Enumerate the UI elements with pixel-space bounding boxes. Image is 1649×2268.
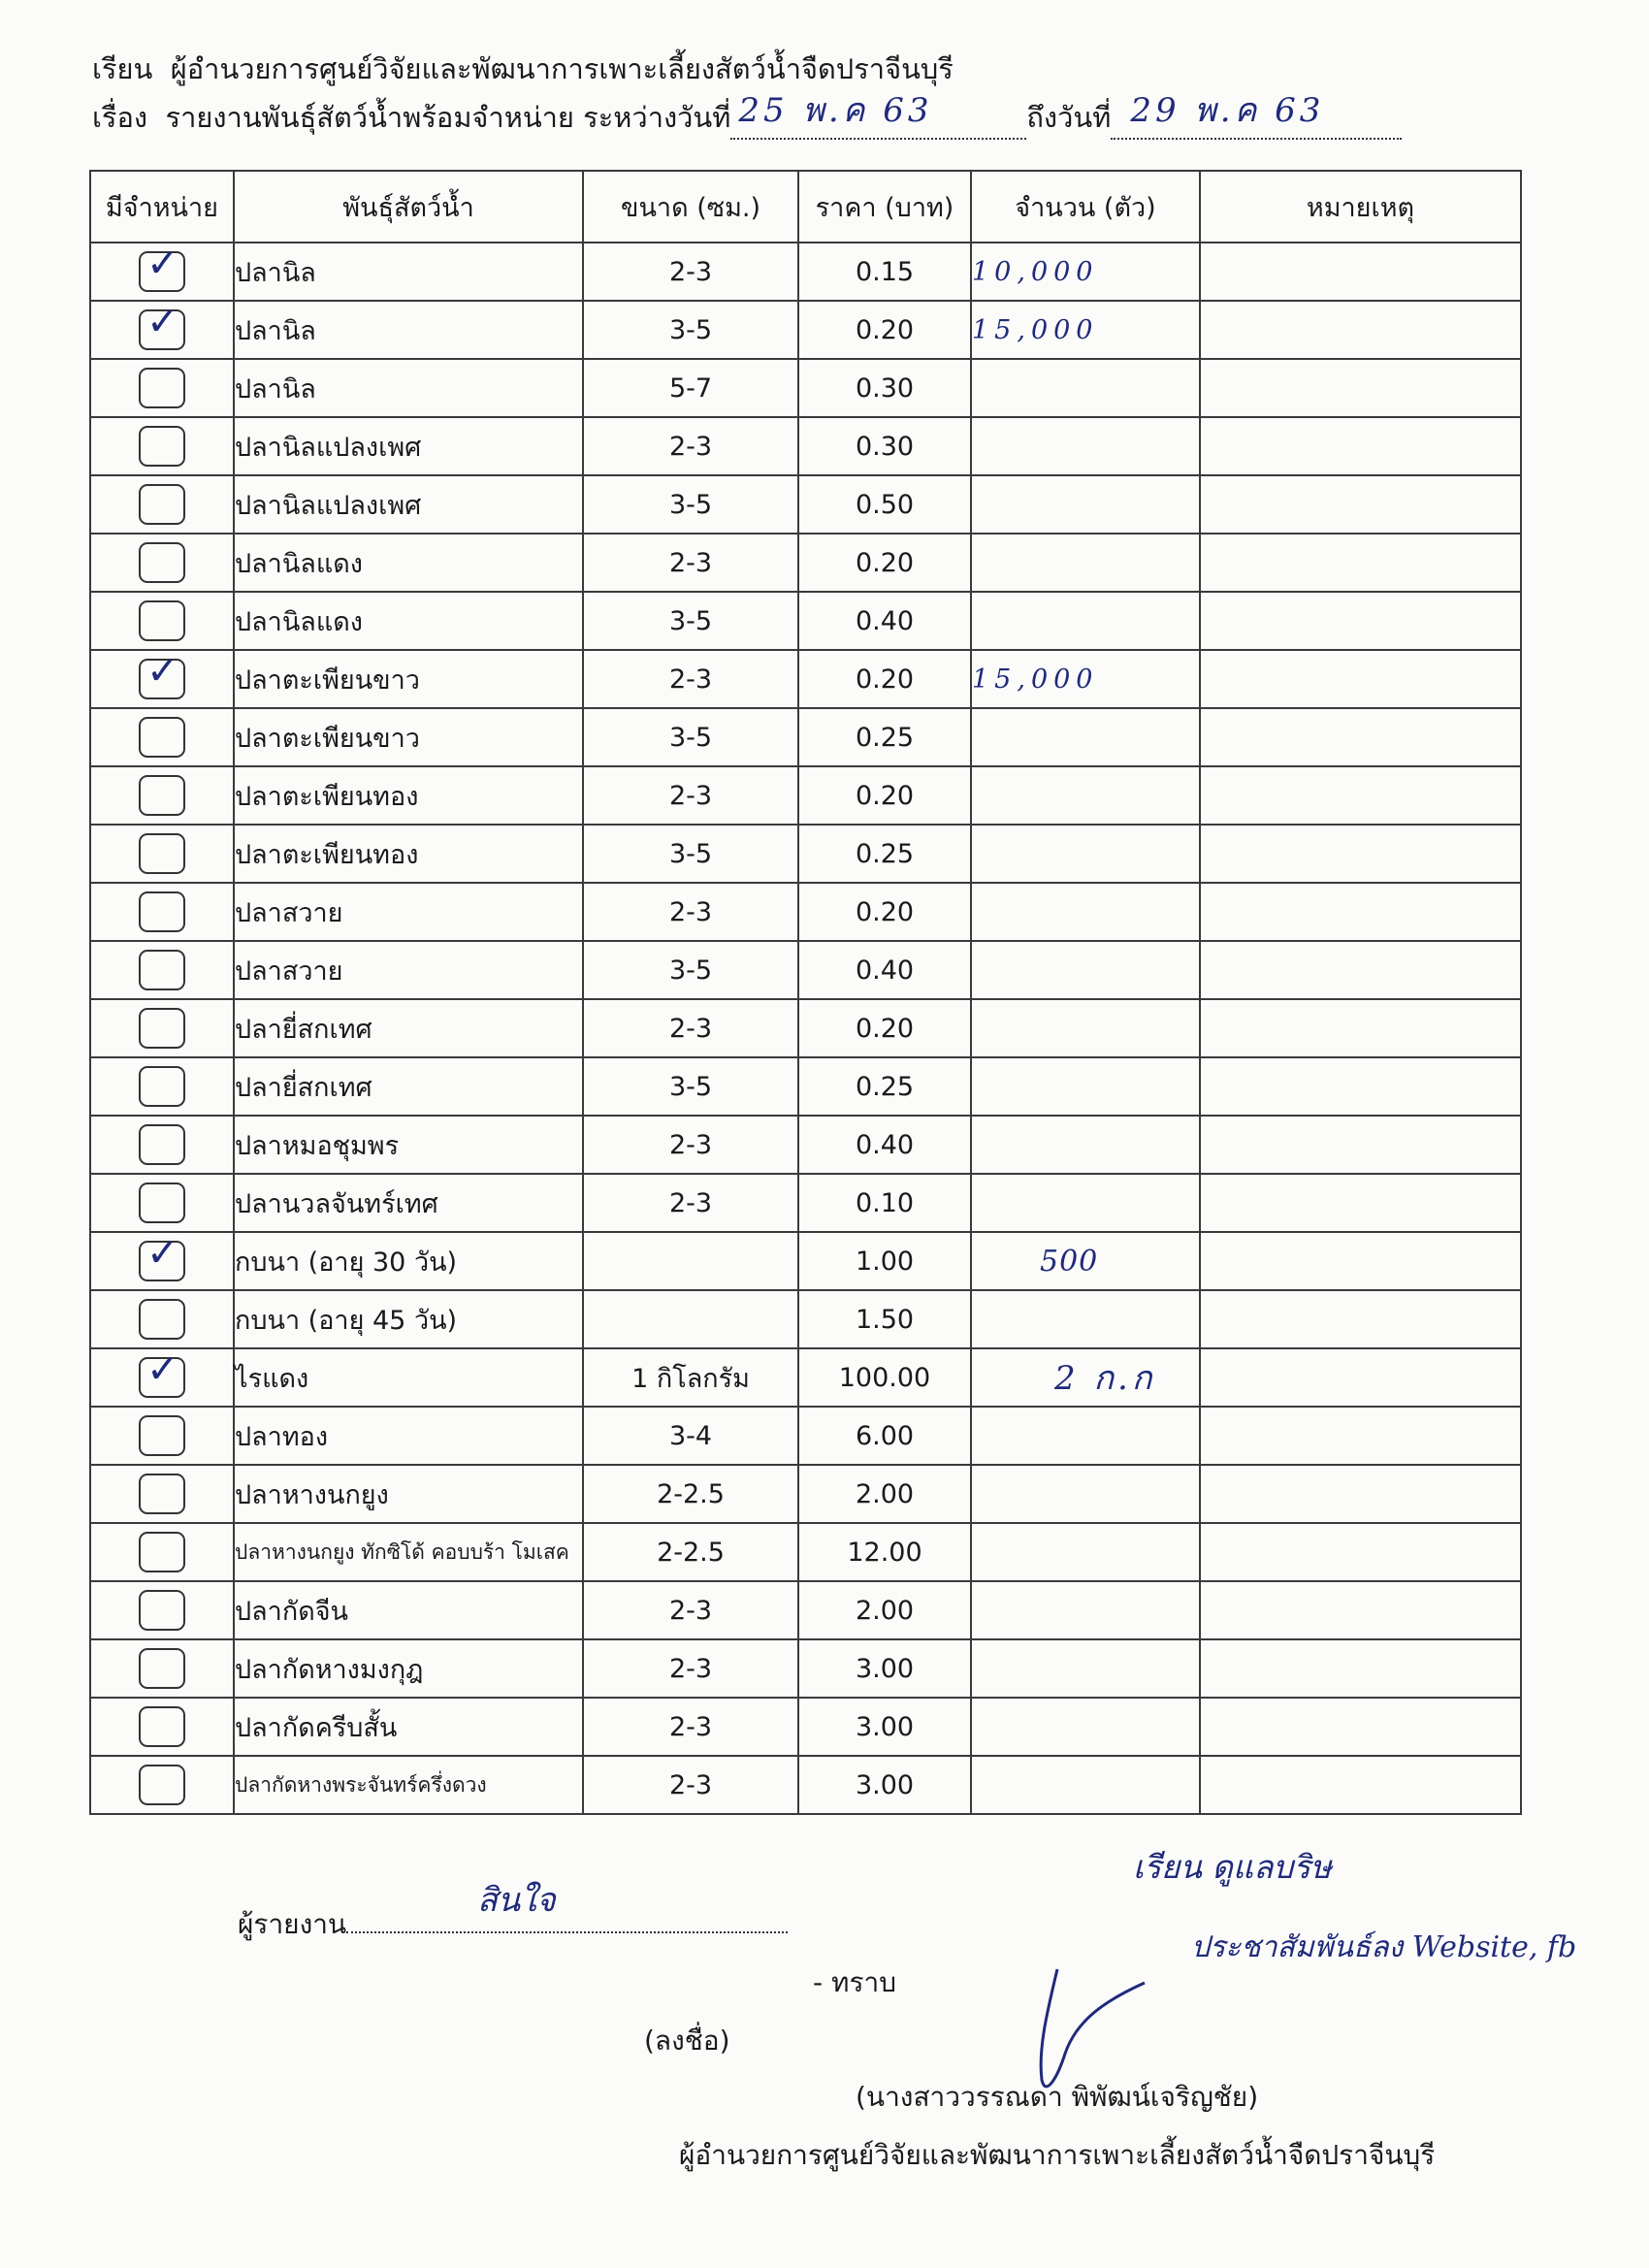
- to-date-line: [1111, 91, 1402, 140]
- remarks-cell: [1200, 301, 1521, 359]
- size-cell: [583, 1290, 798, 1348]
- reporter-label: ผู้รายงาน: [238, 1908, 347, 1940]
- remarks-cell: [1200, 825, 1521, 883]
- quantity-cell: 15,000: [971, 301, 1200, 359]
- price-cell: 0.20: [798, 766, 971, 825]
- availability-checkbox[interactable]: [139, 300, 185, 350]
- availability-checkbox[interactable]: [139, 484, 185, 525]
- quantity-cell: [971, 999, 1200, 1057]
- table-row: [90, 1698, 1521, 1756]
- quantity-cell: 500: [971, 1232, 1200, 1290]
- availability-checkbox[interactable]: [139, 542, 185, 583]
- size-cell: 2-3: [583, 1756, 798, 1814]
- size-cell: 3-4: [583, 1407, 798, 1465]
- availability-checkbox[interactable]: [139, 1648, 185, 1689]
- remarks-cell: [1200, 1581, 1521, 1639]
- subject-line: [92, 91, 1402, 140]
- subject-label: เรื่อง: [92, 101, 148, 134]
- remarks-cell: [1200, 243, 1521, 301]
- header-quantity: จำนวน (ตัว): [971, 171, 1200, 243]
- price-cell: 0.20: [798, 999, 971, 1057]
- quantity-cell: [971, 1639, 1200, 1698]
- species-name: ปลาตะเพียนขาว: [234, 708, 583, 766]
- acknowledge-text: - ทราบ: [813, 1966, 896, 1998]
- price-cell: 3.00: [798, 1698, 971, 1756]
- reporter-signature: สินใจ: [477, 1881, 556, 1920]
- species-name: ปลานวลจันทร์เทศ: [234, 1174, 583, 1232]
- from-date-handwritten: 25 พ.ค 63: [738, 91, 933, 130]
- table-row: [90, 1465, 1521, 1523]
- size-cell: 2-3: [583, 534, 798, 592]
- price-cell: 0.40: [798, 592, 971, 650]
- price-cell: 0.30: [798, 417, 971, 475]
- availability-checkbox[interactable]: [139, 1183, 185, 1223]
- check-mark-icon: ✓: [146, 1347, 179, 1392]
- from-date-line: [730, 91, 1026, 140]
- header-size: ขนาด (ซม.): [583, 171, 798, 243]
- size-cell: 3-5: [583, 301, 798, 359]
- table-row: [90, 1581, 1521, 1639]
- size-cell: 2-3: [583, 1174, 798, 1232]
- remarks-cell: [1200, 766, 1521, 825]
- remarks-cell: [1200, 1290, 1521, 1348]
- species-name: ปลาตะเพียนทอง: [234, 825, 583, 883]
- price-cell: 0.40: [798, 1116, 971, 1174]
- price-cell: 0.20: [798, 301, 971, 359]
- availability-checkbox[interactable]: [139, 1299, 185, 1340]
- table-row: [90, 475, 1521, 534]
- remarks-cell: [1200, 883, 1521, 941]
- table-row: [90, 1348, 1521, 1407]
- size-cell: 2-3: [583, 417, 798, 475]
- quantity-cell: [971, 534, 1200, 592]
- quantity-cell: [971, 1407, 1200, 1465]
- availability-checkbox[interactable]: [139, 242, 185, 292]
- remarks-cell: [1200, 941, 1521, 999]
- header-available: มีจำหน่าย: [90, 171, 234, 243]
- remarks-cell: [1200, 1116, 1521, 1174]
- table-row: [90, 1290, 1521, 1348]
- species-name: กบนา (อายุ 45 วัน): [234, 1290, 583, 1348]
- remarks-cell: [1200, 708, 1521, 766]
- remarks-cell: [1200, 1232, 1521, 1290]
- quantity-cell: [971, 1465, 1200, 1523]
- table-row: [90, 592, 1521, 650]
- size-cell: 2-3: [583, 999, 798, 1057]
- remarks-cell: [1200, 534, 1521, 592]
- table-row: [90, 883, 1521, 941]
- size-cell: 3-5: [583, 592, 798, 650]
- availability-checkbox[interactable]: [139, 1231, 185, 1281]
- price-cell: 0.50: [798, 475, 971, 534]
- species-name: ปลาสวาย: [234, 941, 583, 999]
- species-name: ปลาทอง: [234, 1407, 583, 1465]
- table-row: [90, 417, 1521, 475]
- table-row: [90, 825, 1521, 883]
- size-cell: 3-5: [583, 825, 798, 883]
- price-cell: 0.20: [798, 650, 971, 708]
- remarks-cell: [1200, 1756, 1521, 1814]
- quantity-cell: 10,000: [971, 243, 1200, 301]
- availability-checkbox[interactable]: [139, 649, 185, 699]
- price-cell: 3.00: [798, 1756, 971, 1814]
- table-row: [90, 999, 1521, 1057]
- to-date-label: ถึงวันที่: [1026, 101, 1112, 134]
- to-label: เรียน: [92, 52, 153, 85]
- size-cell: 2-3: [583, 1639, 798, 1698]
- check-mark-icon: ✓: [146, 649, 179, 694]
- species-name: ปลากัดหางพระจันทร์ครึ่งดวง: [234, 1756, 583, 1814]
- remarks-cell: [1200, 1698, 1521, 1756]
- table-row: [90, 1174, 1521, 1232]
- size-cell: 3-5: [583, 1057, 798, 1116]
- species-name: ปลานิล: [234, 359, 583, 417]
- species-name: ปลากัดครีบสั้น: [234, 1698, 583, 1756]
- availability-checkbox[interactable]: [139, 833, 185, 874]
- quantity-cell: [971, 1756, 1200, 1814]
- availability-checkbox[interactable]: [139, 717, 185, 758]
- remarks-cell: [1200, 592, 1521, 650]
- availability-checkbox[interactable]: [139, 1124, 185, 1165]
- species-name: ปลานิลแดง: [234, 592, 583, 650]
- table-header-row: [90, 171, 1521, 243]
- price-cell: 12.00: [798, 1523, 971, 1581]
- quantity-cell: [971, 708, 1200, 766]
- quantity-cell: [971, 1581, 1200, 1639]
- table-row: [90, 1116, 1521, 1174]
- availability-checkbox[interactable]: [139, 368, 185, 408]
- species-name: ปลากัดจีน: [234, 1581, 583, 1639]
- check-mark-icon: ✓: [146, 242, 179, 286]
- species-name: ปลาสวาย: [234, 883, 583, 941]
- table-row: [90, 1523, 1521, 1581]
- stock-table: [89, 170, 1522, 1815]
- species-name: ปลาหางนกยูง: [234, 1465, 583, 1523]
- price-cell: 0.25: [798, 708, 971, 766]
- quantity-cell: [971, 592, 1200, 650]
- quantity-cell: [971, 1116, 1200, 1174]
- price-cell: 3.00: [798, 1639, 971, 1698]
- size-cell: 2-3: [583, 1581, 798, 1639]
- table-row: [90, 1639, 1521, 1698]
- quantity-cell: [971, 359, 1200, 417]
- price-cell: 0.20: [798, 883, 971, 941]
- remarks-cell: [1200, 1348, 1521, 1407]
- price-cell: 1.50: [798, 1290, 971, 1348]
- table-row: [90, 708, 1521, 766]
- price-cell: 0.25: [798, 825, 971, 883]
- species-name: ปลาตะเพียนขาว: [234, 650, 583, 708]
- header-price: ราคา (บาท): [798, 171, 971, 243]
- table-row: [90, 1057, 1521, 1116]
- table-row: [90, 243, 1521, 301]
- species-name: ปลากัดหางมงกุฎ: [234, 1639, 583, 1698]
- table-row: [90, 766, 1521, 825]
- species-name: ปลายี่สกเทศ: [234, 999, 583, 1057]
- price-cell: 0.25: [798, 1057, 971, 1116]
- size-cell: 2-3: [583, 243, 798, 301]
- species-name: ปลานิล: [234, 301, 583, 359]
- species-name: ปลานิลแดง: [234, 534, 583, 592]
- reporter-signature-line: [346, 1881, 788, 1933]
- signer-name: (นางสาววรรณดา พิพัฒน์เจริญชัย): [856, 2081, 1259, 2113]
- remarks-cell: [1200, 1057, 1521, 1116]
- remarks-cell: [1200, 1639, 1521, 1698]
- availability-checkbox[interactable]: [139, 775, 185, 816]
- check-mark-icon: ✓: [146, 300, 179, 344]
- sign-label: (ลงชื่อ): [644, 2025, 730, 2057]
- size-cell: 2-2.5: [583, 1465, 798, 1523]
- remarks-cell: [1200, 1407, 1521, 1465]
- table-row: [90, 534, 1521, 592]
- size-cell: [583, 1232, 798, 1290]
- table-row: [90, 650, 1521, 708]
- table-row: [90, 1407, 1521, 1465]
- size-cell: 3-5: [583, 475, 798, 534]
- size-cell: 2-3: [583, 766, 798, 825]
- to-text: ผู้อำนวยการศูนย์วิจัยและพัฒนาการเพาะเลี้ยงสัตว์น้ำจืดปราจีนบุรี: [170, 52, 954, 85]
- species-name: ปลานิล: [234, 243, 583, 301]
- availability-checkbox[interactable]: [139, 600, 185, 641]
- quantity-cell: [971, 1290, 1200, 1348]
- quantity-cell: [971, 1057, 1200, 1116]
- availability-checkbox[interactable]: [139, 1706, 185, 1747]
- price-cell: 2.00: [798, 1465, 971, 1523]
- availability-checkbox[interactable]: [139, 1474, 185, 1514]
- availability-checkbox[interactable]: [139, 1008, 185, 1049]
- price-cell: 0.30: [798, 359, 971, 417]
- availability-checkbox[interactable]: [139, 1590, 185, 1631]
- table-row: [90, 1756, 1521, 1814]
- quantity-cell: [971, 766, 1200, 825]
- availability-checkbox[interactable]: [139, 1066, 185, 1107]
- remarks-cell: [1200, 650, 1521, 708]
- species-name: ปลาหางนกยูง ทักซิโด้ คอบบร้า โมเสค: [234, 1523, 583, 1581]
- size-cell: 2-2.5: [583, 1523, 798, 1581]
- availability-checkbox[interactable]: [139, 891, 185, 932]
- table-row: [90, 941, 1521, 999]
- handnote-line2: ประชาสัมพันธ์ลง Website, fb: [1191, 1930, 1577, 1964]
- size-cell: 1 กิโลกรัม: [583, 1348, 798, 1407]
- table-row: [90, 301, 1521, 359]
- remarks-cell: [1200, 417, 1521, 475]
- species-name: ปลาหมอชุมพร: [234, 1116, 583, 1174]
- quantity-cell: 15,000: [971, 650, 1200, 708]
- size-cell: 2-3: [583, 883, 798, 941]
- remarks-cell: [1200, 1174, 1521, 1232]
- quantity-cell: [971, 1698, 1200, 1756]
- subject-text: รายงานพันธุ์สัตว์น้ำพร้อมจำหน่าย ระหว่างวันที่: [165, 101, 731, 134]
- availability-checkbox[interactable]: [139, 1415, 185, 1456]
- table-row: [90, 1232, 1521, 1290]
- table-row: [90, 359, 1521, 417]
- price-cell: 100.00: [798, 1348, 971, 1407]
- size-cell: 3-5: [583, 941, 798, 999]
- price-cell: 0.20: [798, 534, 971, 592]
- quantity-cell: [971, 1174, 1200, 1232]
- remarks-cell: [1200, 1465, 1521, 1523]
- check-mark-icon: ✓: [146, 1231, 179, 1276]
- species-name: ปลาตะเพียนทอง: [234, 766, 583, 825]
- price-cell: 0.10: [798, 1174, 971, 1232]
- price-cell: 1.00: [798, 1232, 971, 1290]
- price-cell: 0.15: [798, 243, 971, 301]
- quantity-cell: [971, 417, 1200, 475]
- species-name: ปลายี่สกเทศ: [234, 1057, 583, 1116]
- availability-checkbox[interactable]: [139, 1532, 185, 1572]
- price-cell: 6.00: [798, 1407, 971, 1465]
- size-cell: 5-7: [583, 359, 798, 417]
- remarks-cell: [1200, 999, 1521, 1057]
- species-name: ไรแดง: [234, 1348, 583, 1407]
- remarks-cell: [1200, 359, 1521, 417]
- size-cell: 2-3: [583, 650, 798, 708]
- size-cell: 2-3: [583, 1698, 798, 1756]
- species-name: ปลานิลแปลงเพศ: [234, 475, 583, 534]
- availability-checkbox[interactable]: [139, 1347, 185, 1398]
- handnote-line1: เรียน ดูแลบริษ: [1133, 1848, 1332, 1886]
- quantity-cell: [971, 1523, 1200, 1581]
- quantity-cell: 2 ก.ก: [971, 1348, 1200, 1407]
- header-remarks: หมายเหตุ: [1200, 171, 1521, 243]
- quantity-cell: [971, 941, 1200, 999]
- quantity-cell: [971, 825, 1200, 883]
- size-cell: 3-5: [583, 708, 798, 766]
- availability-checkbox[interactable]: [139, 950, 185, 990]
- quantity-cell: [971, 475, 1200, 534]
- availability-checkbox[interactable]: [139, 1765, 185, 1805]
- reporter-line: [238, 1881, 788, 1946]
- header-species: พันธุ์สัตว์น้ำ: [234, 171, 583, 243]
- quantity-cell: [971, 883, 1200, 941]
- availability-checkbox[interactable]: [139, 426, 185, 467]
- species-name: ปลานิลแปลงเพศ: [234, 417, 583, 475]
- to-date-handwritten: 29 พ.ค 63: [1130, 91, 1325, 130]
- species-name: กบนา (อายุ 30 วัน): [234, 1232, 583, 1290]
- remarks-cell: [1200, 1523, 1521, 1581]
- signer-title: ผู้อำนวยการศูนย์วิจัยและพัฒนาการเพาะเลี้ยงสัตว์น้ำจืดปราจีนบุรี: [679, 2139, 1436, 2171]
- remarks-cell: [1200, 475, 1521, 534]
- price-cell: 2.00: [798, 1581, 971, 1639]
- price-cell: 0.40: [798, 941, 971, 999]
- size-cell: 2-3: [583, 1116, 798, 1174]
